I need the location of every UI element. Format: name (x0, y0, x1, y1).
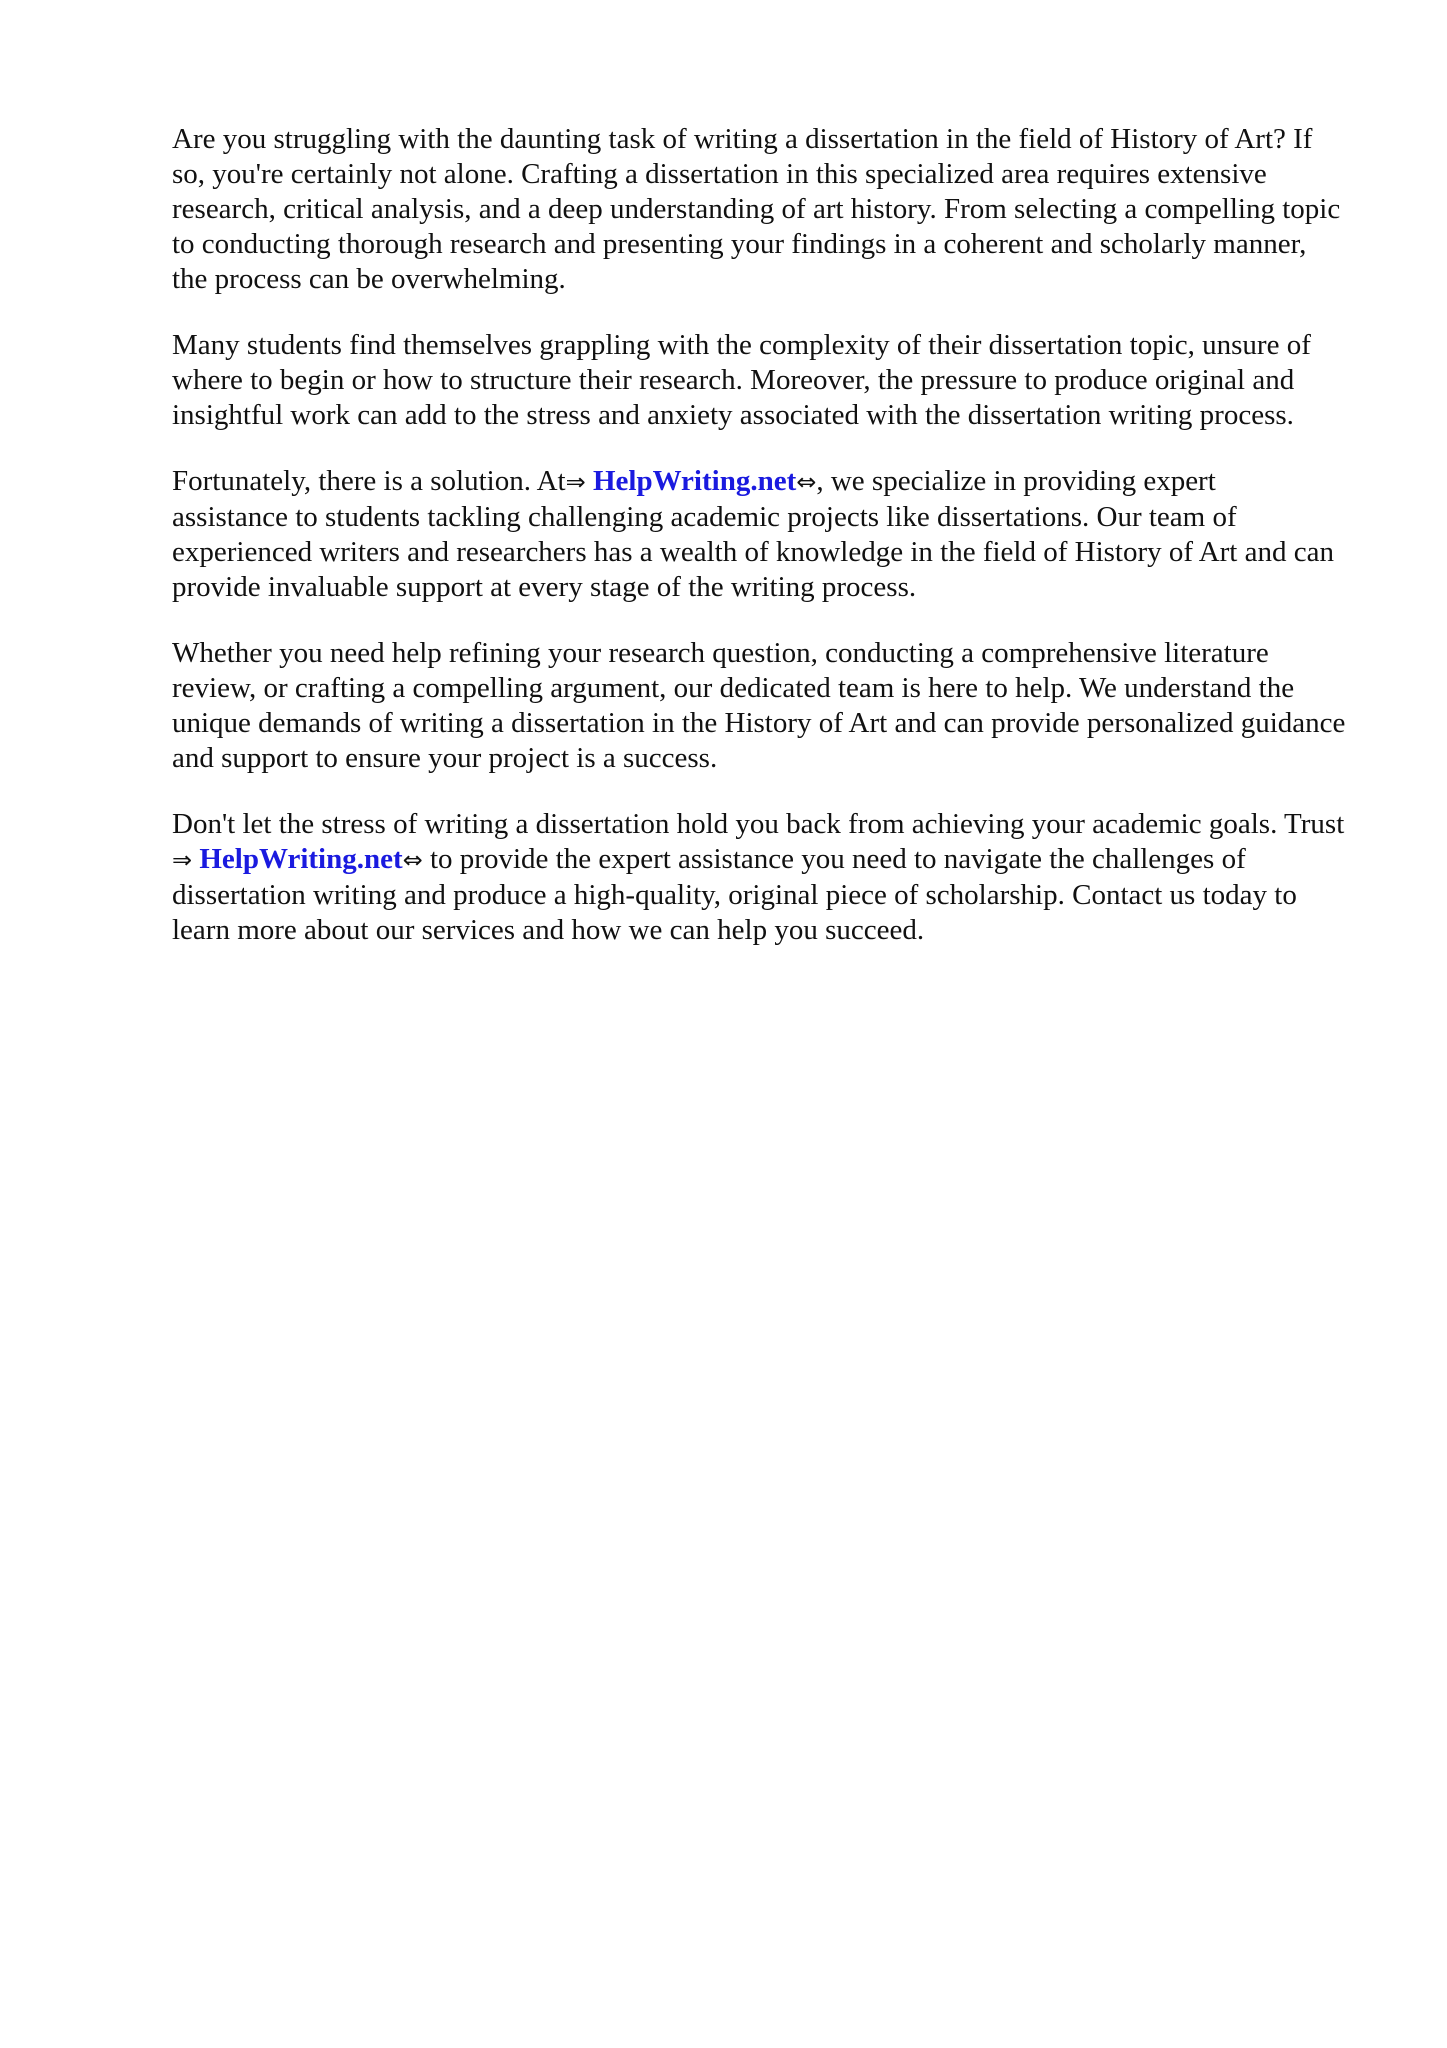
text-line: unique demands of writing a dissertation in the History of Art and can provide personalized guidance (172, 707, 1346, 739)
text-line: assistance to students tackling challenging academic projects like dissertations. Our team of (172, 501, 1237, 533)
helpwriting-link[interactable]: HelpWriting.net (199, 843, 403, 875)
paragraph-2 (172, 328, 1382, 433)
text-line: dissertation writing and produce a high-quality, original piece of scholarship. Contact us today to (172, 879, 1297, 911)
document-body (172, 122, 1382, 979)
right-double-arrow-icon: ⇒ (172, 846, 193, 874)
paragraph-1 (172, 122, 1382, 297)
text-line: insightful work can add to the stress and anxiety associated with the dissertation writing process. (172, 399, 1294, 431)
text-line: and support to ensure your project is a success. (172, 742, 718, 774)
text-line: Don't let the stress of writing a dissertation hold you back from achieving your academic goals. Trust (172, 808, 1345, 840)
right-double-arrow-icon: ⇒ (565, 468, 586, 496)
text-segment: to provide the expert assistance you need to navigate the challenges of (422, 843, 1246, 875)
paragraph-3 (172, 464, 1382, 605)
text-line: Are you struggling with the daunting task of writing a dissertation in the field of History of Art? If (172, 123, 1313, 155)
text-line: so, you're certainly not alone. Crafting a dissertation in this specialized area requires extensive (172, 158, 1267, 190)
text-line: Whether you need help refining your research question, conducting a comprehensive literature (172, 637, 1269, 669)
text-line: experienced writers and researchers has a wealth of knowledge in the field of History of Art and can (172, 536, 1334, 568)
text-line: review, or crafting a compelling argument, our dedicated team is here to help. We understand the (172, 672, 1295, 704)
text-line (172, 464, 1382, 500)
paragraph-4 (172, 636, 1382, 776)
text-line: the process can be overwhelming. (172, 263, 566, 295)
text-line: provide invaluable support at every stage of the writing process. (172, 571, 917, 603)
text-line: where to begin or how to structure their research. Moreover, the pressure to produce original and (172, 364, 1295, 396)
text-segment: Fortunately, there is a solution. At (172, 465, 566, 497)
helpwriting-link[interactable]: HelpWriting.net (592, 465, 797, 497)
text-line (172, 842, 1382, 878)
text-line: research, critical analysis, and a deep understanding of art history. From selecting a compelling topic (172, 193, 1341, 225)
left-right-double-arrow-icon: ⇔ (796, 468, 817, 496)
text-line: to conducting thorough research and presenting your findings in a coherent and scholarly manner, (172, 228, 1307, 260)
paragraph-5 (172, 807, 1382, 948)
text-line: Many students find themselves grappling with the complexity of their dissertation topic, unsure of (172, 329, 1311, 361)
text-line: learn more about our services and how we can help you succeed. (172, 914, 925, 946)
left-right-double-arrow-icon: ⇔ (402, 846, 423, 874)
text-segment: , we specialize in providing expert (816, 465, 1216, 497)
